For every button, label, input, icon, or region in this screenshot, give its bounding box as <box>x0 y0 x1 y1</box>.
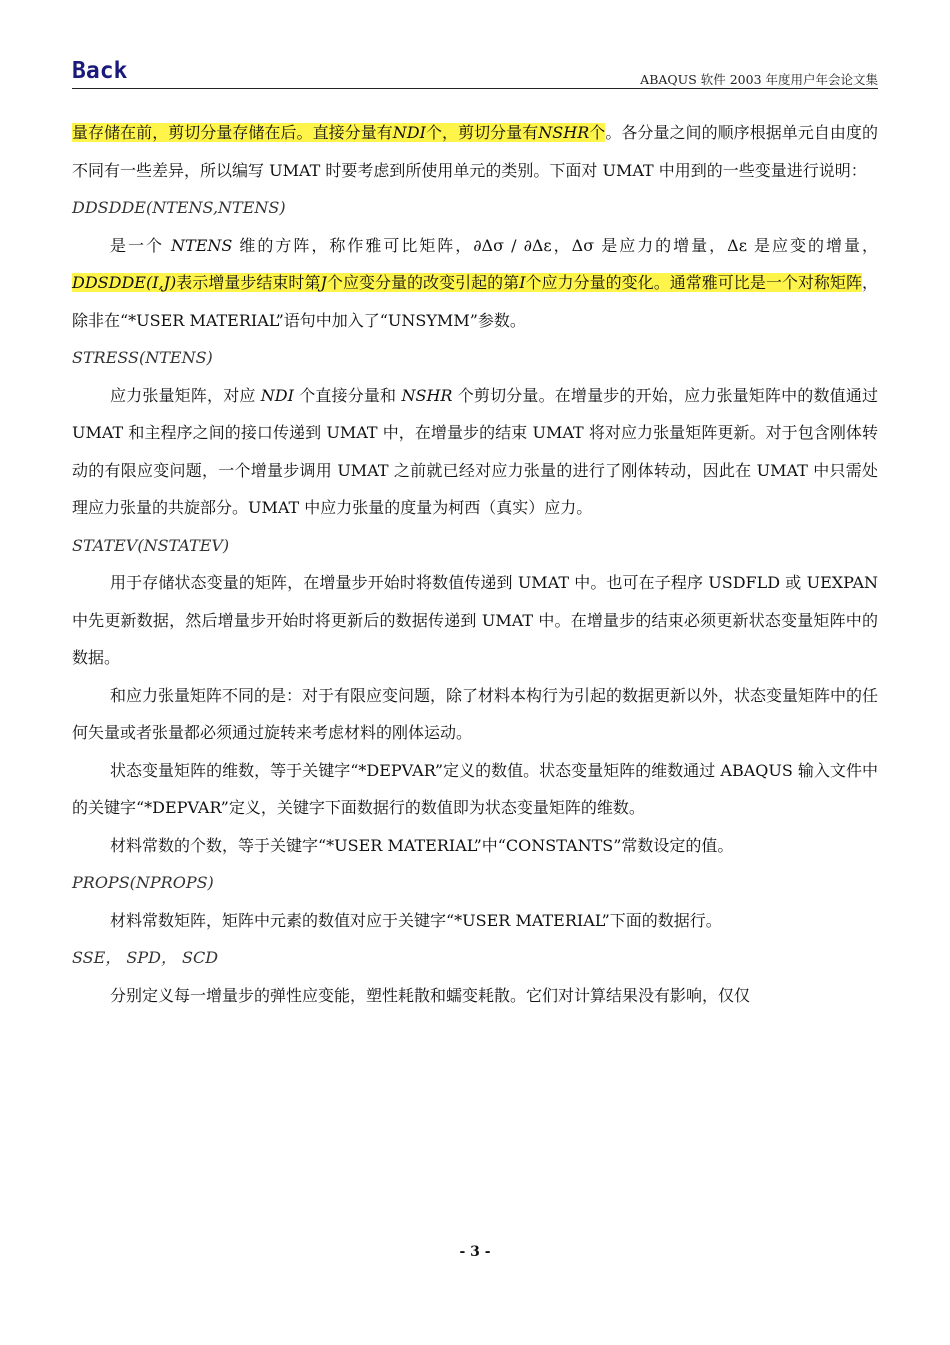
highlighted-text: 表示增量步结束时第 <box>176 273 321 292</box>
paragraph <box>72 752 878 827</box>
text-run: 应力张量矩阵，对应 <box>110 385 261 405</box>
text-run: 。各分量之间的顺序根据单元自由度的不同有一些差异，所以编写 UMAT 时要考虑到所使用单元的类别。下面对 UMAT 中用到的一些变量进行说明： <box>72 123 878 180</box>
text-run: 是一个 <box>110 235 172 255</box>
text-run: 用于存储状态变量的矩阵，在增量步开始时将数值传递到 UMAT 中。也可在子程序 USDFLD 或 UEXPAN 中先更新数据，然后增量步开始时将更新后的数据传递到 UMAT 中。在增量步的结束必须更新状态变量矩阵中的数据。 <box>72 573 878 667</box>
paragraph <box>72 564 878 677</box>
variable-heading: PROPS(NPROPS) <box>72 873 214 892</box>
text-run: 维的方阵，称作雅可比矩阵，∂Δσ / ∂Δε，Δσ 是应力的增量，Δε 是应变的增量， <box>232 235 878 255</box>
paragraph <box>72 677 878 752</box>
paragraph <box>72 377 878 527</box>
highlighted-text: 量存储在前，剪切分量存储在后。直接分量有 <box>72 123 393 142</box>
variable-heading: SSE， SPD， SCD <box>72 948 219 967</box>
paragraph <box>72 827 878 865</box>
highlighted-text: NDI <box>392 123 426 142</box>
document-body <box>72 114 878 1014</box>
paragraph <box>72 114 878 189</box>
highlighted-text: J <box>320 273 327 292</box>
highlighted-text: 个 <box>589 123 606 142</box>
page-number: - 3 - <box>459 1244 491 1260</box>
highlighted-text: 个应变分量的改变引起的第 <box>326 273 520 292</box>
paragraph <box>72 902 878 940</box>
variable-heading: STRESS(NTENS) <box>72 348 213 367</box>
highlighted-text: 个，剪切分量有 <box>425 123 539 142</box>
text-run: 材料常数矩阵，矩阵中元素的数值对应于关键字“*USER MATERIAL”下面的数据行。 <box>110 910 722 930</box>
highlighted-text: I <box>519 273 526 292</box>
paragraph <box>72 977 878 1015</box>
running-title: ABAQUS 软件 2003 年度用户年会论文集 <box>640 72 878 87</box>
text-run: 分别定义每一增量步的弹性应变能，塑性耗散和蠕变耗散。它们对计算结果没有影响，仅仅 <box>110 985 751 1005</box>
highlighted-text: NSHR <box>538 123 590 142</box>
header-rule <box>72 88 878 89</box>
text-run: 个直接分量和 <box>293 385 402 405</box>
text-run: 材料常数的个数，等于关键字“*USER MATERIAL”中“CONSTANTS”常数设定的值。 <box>110 835 734 855</box>
back-link[interactable]: Back <box>72 58 128 84</box>
variable-text: NDI <box>260 385 294 405</box>
text-run: 和应力张量矩阵不同的是：对于有限应变问题，除了材料本构行为引起的数据更新以外，状态变量矩阵中的任何矢量或者张量都必须通过旋转来考虑材料的刚体运动。 <box>72 685 879 742</box>
text-run: ，除非在“*USER MATERIAL”语句中加入了“UNSYMM”参数。 <box>72 273 878 330</box>
variable-heading: DDSDDE(NTENS,NTENS) <box>72 198 286 217</box>
variable-text: NTENS <box>171 235 233 255</box>
text-run: 个剪切分量。在增量步的开始，应力张量矩阵中的数值通过 UMAT 和主程序之间的接口传递到 UMAT 中，在增量步的结束 UMAT 将对应力张量矩阵更新。对于包含刚体转动的有限应变问题，一个增量步调用 UMAT 之前就已经对应力张量的进行了刚体转动，因此在 UMAT 中只需处理应力张量的共旋部分。UMAT 中应力张量的度量为柯西（真实）应力。 <box>72 385 878 517</box>
text-run: 状态变量矩阵的维数，等于关键字“*DEPVAR”定义的数值。状态变量矩阵的维数通过 ABAQUS 输入文件中的关键字“*DEPVAR”定义，关键字下面数据行的数值即为状态变量矩阵的维数。 <box>72 760 878 817</box>
variable-text: NSHR <box>401 385 453 405</box>
variable-heading: STATEV(NSTATEV) <box>72 535 230 555</box>
paragraph <box>72 227 878 340</box>
highlighted-text: 个应力分量的变化。通常雅可比是一个对称矩阵 <box>525 273 862 292</box>
highlighted-text: DDSDDE(I,J) <box>72 273 177 292</box>
